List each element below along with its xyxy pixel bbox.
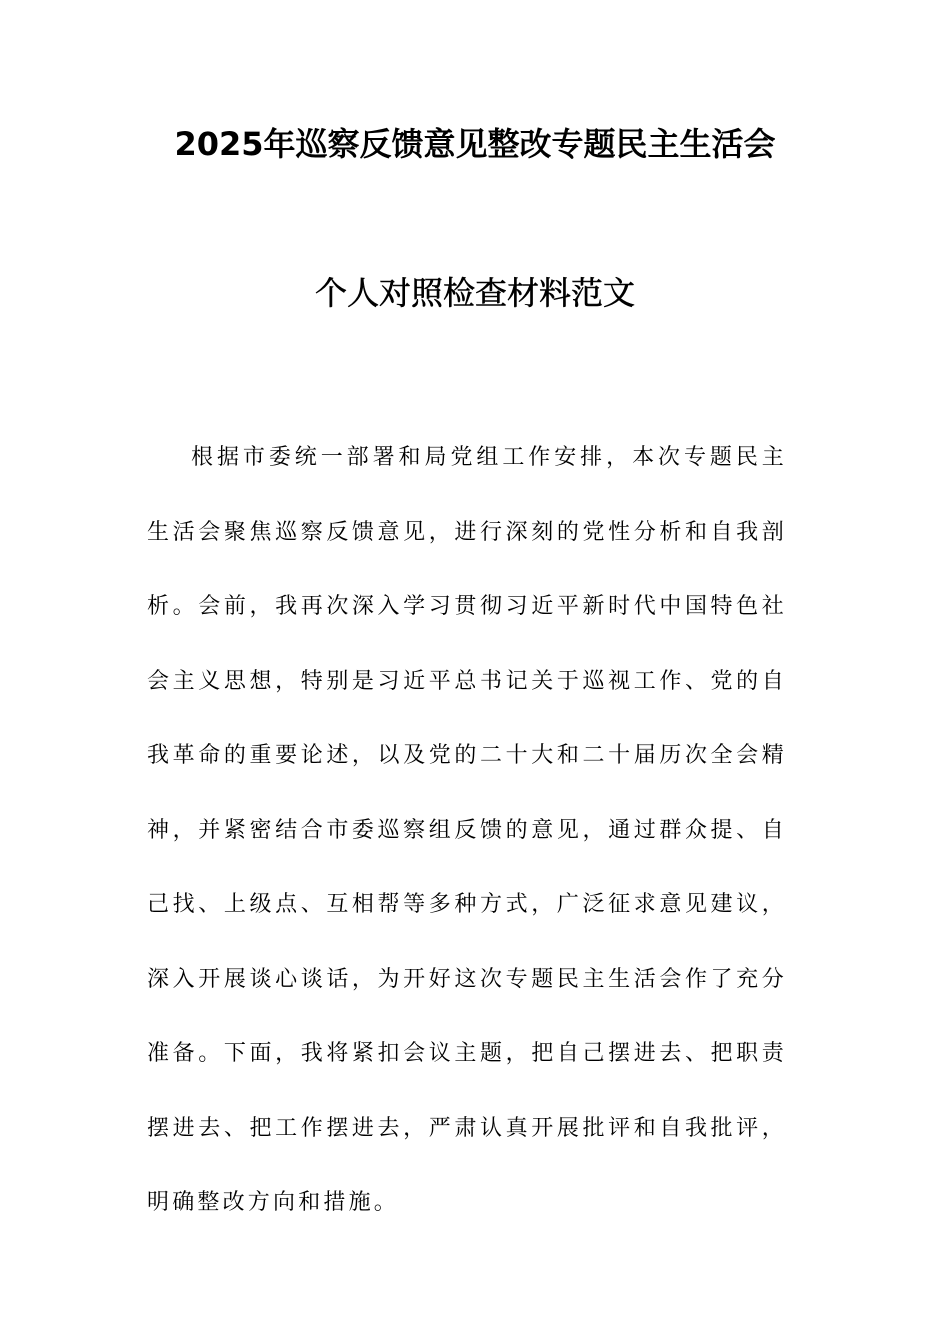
- document-title-line-1: 2025年巡察反馈意见整改专题民主生活会: [174, 125, 776, 163]
- document-title-line-2: 个人对照检查材料范文: [314, 274, 635, 312]
- body-paragraph: 根据市委统一部署和局党组工作安排，本次专题民主生活会聚焦巡察反馈意见，进行深刻的党性分析和自我剖析。会前，我再次深入学习贯彻习近平新时代中国特色社会主义思想，特别是习近平总书记关于巡视工作、党的自我革命的重要论述，以及党的二十大和二十届历次全会精神，并紧密结合市委巡察组反馈的意见，通过群众提、自己找、上级点、互相帮等多种方式，广泛征求意见建议，深入开展谈心谈话，为开好这次专题民主生活会作了充分准备。下面，我将紧扣会议主题，把自己摆进去、把职责摆进去、把工作摆进去，严肃认真开展批评和自我批评，明确整改方向和措施。: [147, 445, 787, 1215]
